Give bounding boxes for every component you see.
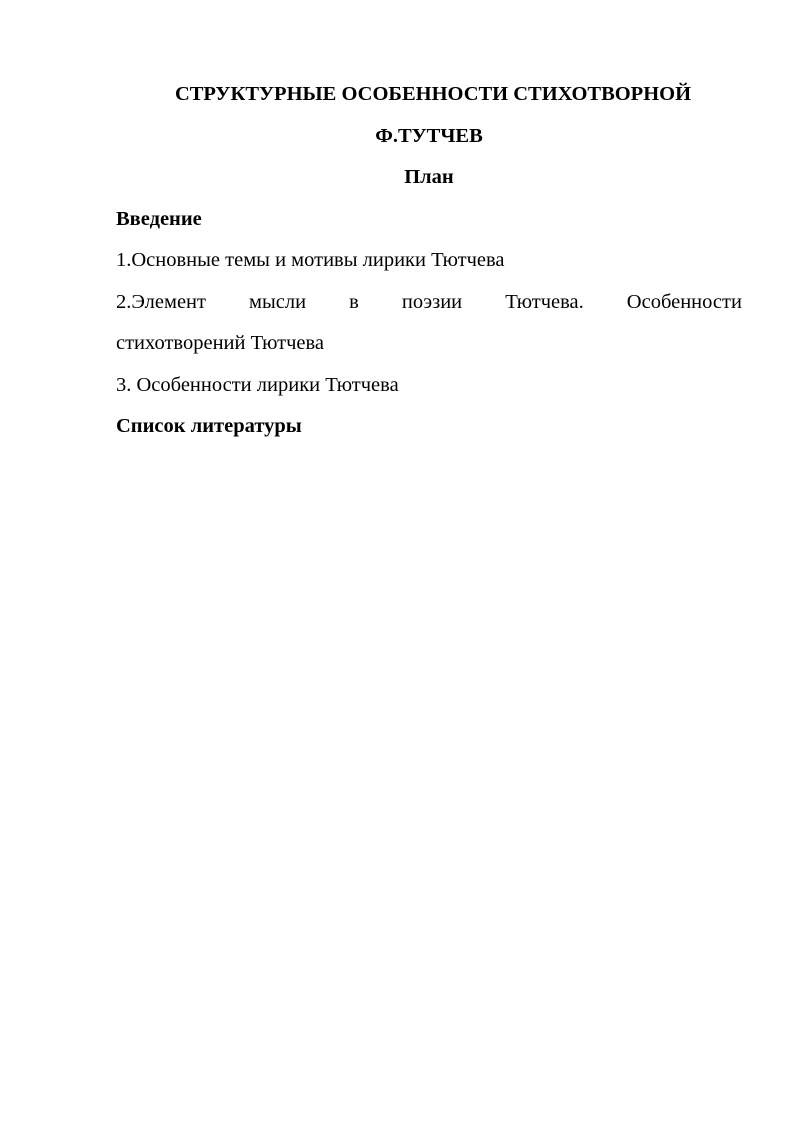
section-bibliography: Список литературы [116, 415, 302, 437]
section-introduction: Введение [116, 207, 202, 230]
plan-item-2-word: Особенности [626, 290, 742, 313]
document-content [116, 74, 742, 448]
plan-item-2-word: поэзии [401, 290, 463, 313]
document-title-line-1: СТРУКТУРНЫЕ ОСОБЕННОСТИ СТИХОТВОРНОЙ [174, 83, 692, 105]
plan-item-2-word: в [349, 290, 359, 313]
plan-item-2-line-1 [116, 282, 742, 324]
plan-item-2-line-2: стихотворений Тютчева [116, 332, 325, 354]
plan-item-2-word: Тютчева. [505, 290, 584, 313]
document-title-line-2: Ф.ТУТЧЕВ [375, 124, 483, 147]
plan-item-3: 3. Особенности лирики Тютчева [116, 373, 399, 396]
plan-item-2-word: мысли [249, 290, 307, 313]
plan-item-1: 1.Основные темы и мотивы лирики Тютчева [116, 249, 505, 271]
plan-heading: План [404, 166, 454, 188]
plan-item-2-word: 2.Элемент [116, 290, 206, 313]
